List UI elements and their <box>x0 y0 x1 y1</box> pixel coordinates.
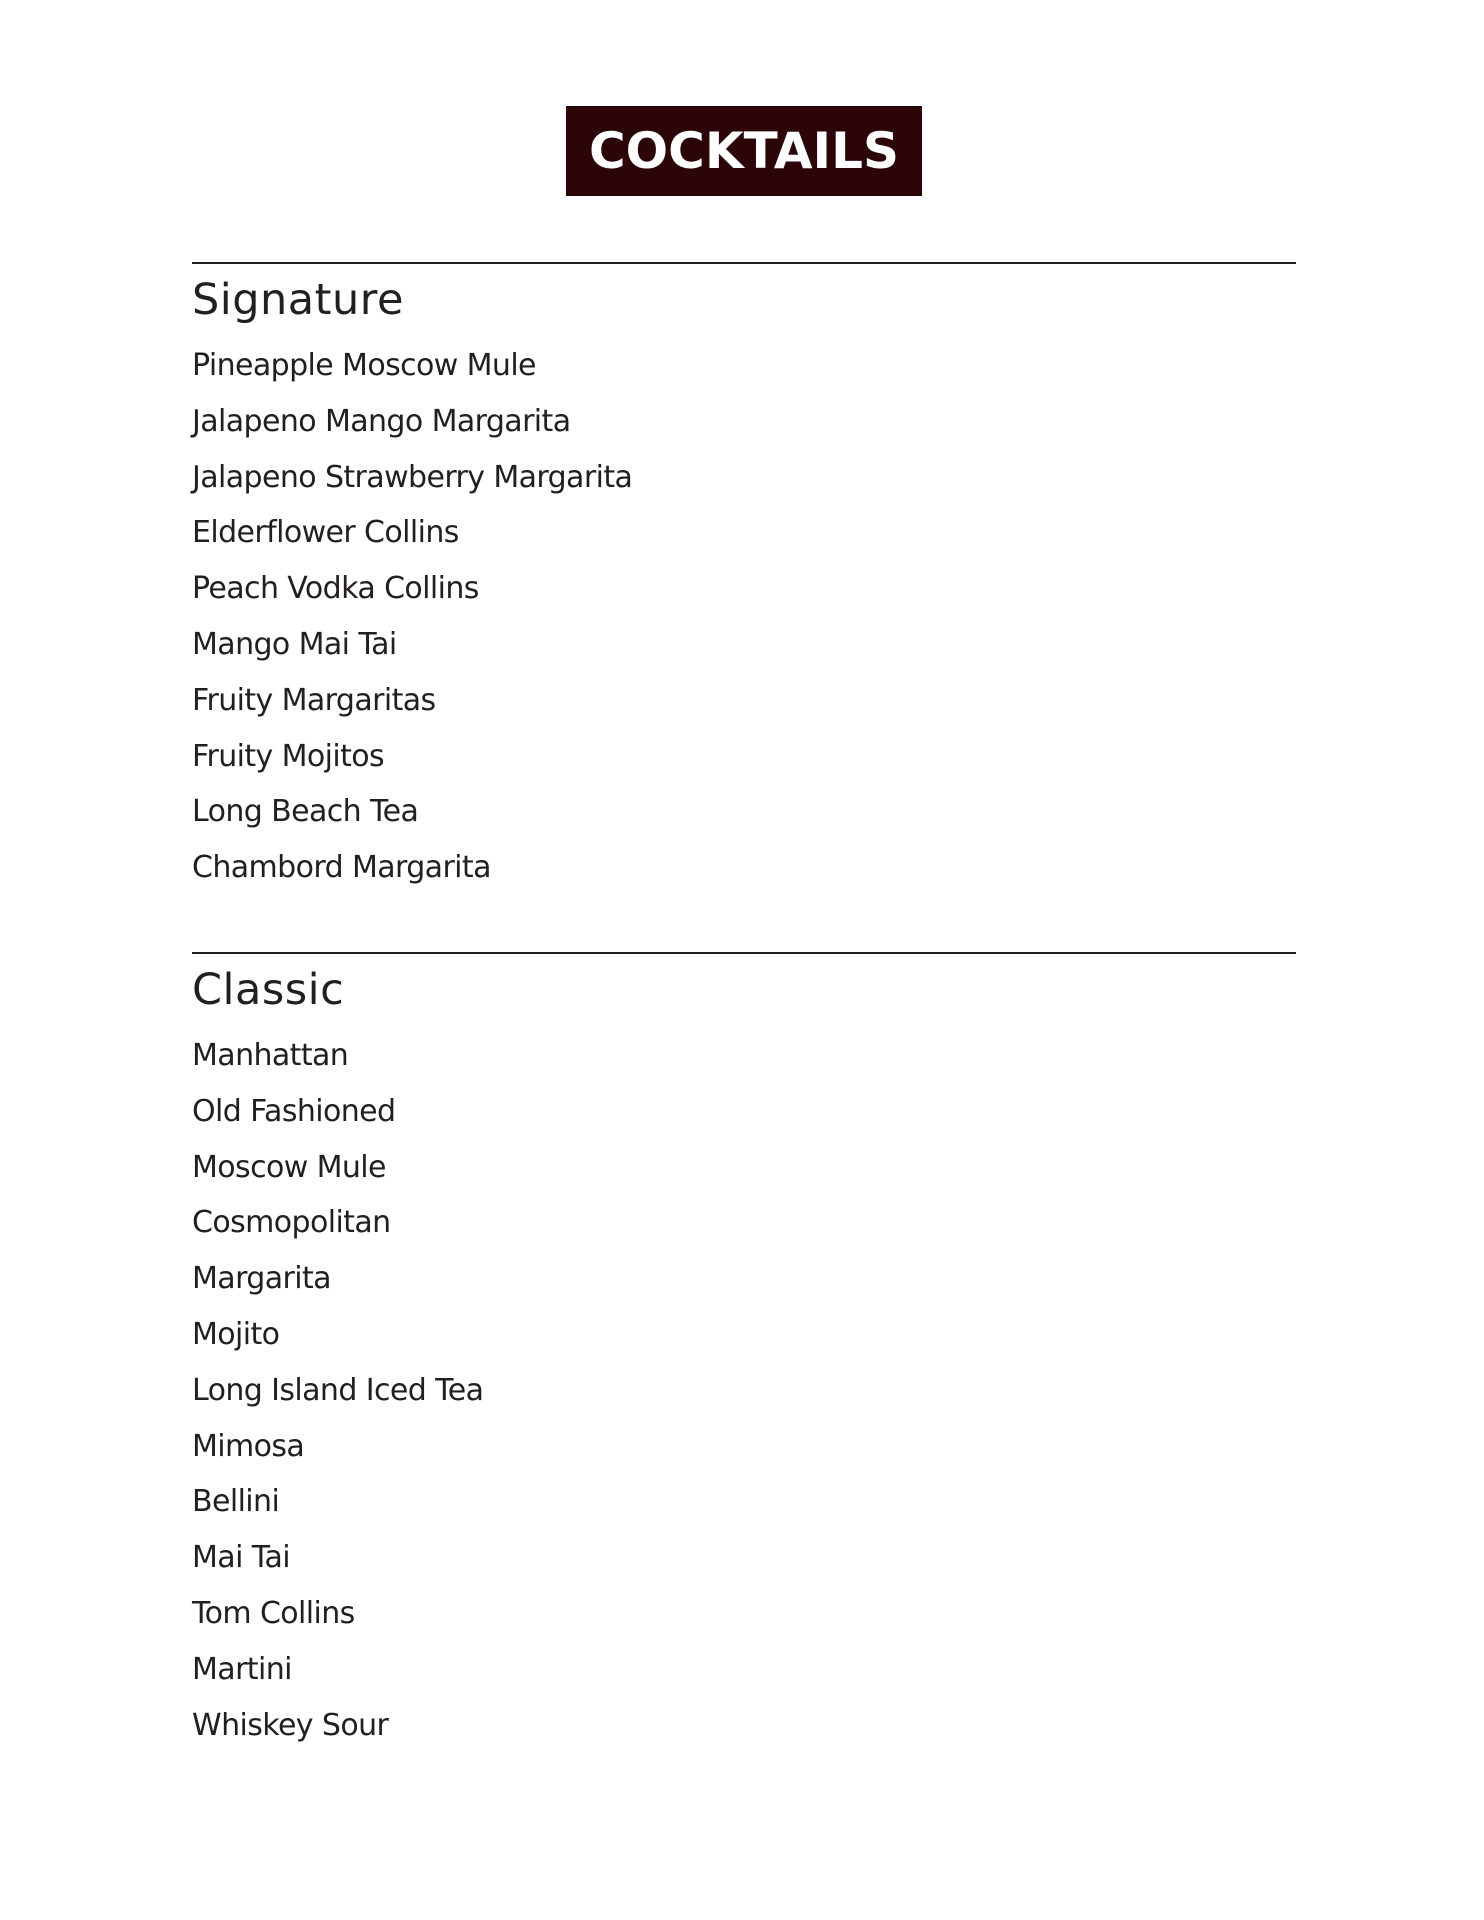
section-divider <box>192 262 1296 264</box>
list-item: Moscow Mule <box>192 1149 386 1185</box>
section-heading-classic: Classic <box>192 965 345 1015</box>
list-item: Margarita <box>192 1261 331 1297</box>
signature-section <box>192 262 1296 896</box>
list-item: Fruity Mojitos <box>192 738 385 774</box>
list-item: Long Beach Tea <box>192 794 419 830</box>
list-item: Manhattan <box>192 1038 349 1073</box>
list-item: Long Island Iced Tea <box>192 1372 484 1408</box>
list-item: Tom Collins <box>192 1595 355 1631</box>
list-item: Fruity Margaritas <box>192 682 436 718</box>
list-item: Mojito <box>192 1316 280 1352</box>
list-item: Elderflower Collins <box>192 515 459 551</box>
list-item: Whiskey Sour <box>192 1707 389 1743</box>
list-item: Jalapeno Mango Margarita <box>192 403 571 439</box>
classic-cocktail-list <box>192 1028 1296 1753</box>
list-item: Martini <box>192 1651 292 1687</box>
menu-header <box>0 0 1484 200</box>
section-divider <box>192 952 1296 954</box>
list-item: Pineapple Moscow Mule <box>192 348 536 383</box>
classic-section <box>192 952 1296 1753</box>
list-item: Jalapeno Strawberry Margarita <box>192 459 633 495</box>
list-item: Mango Mai Tai <box>192 626 397 662</box>
list-item: Mai Tai <box>192 1540 291 1576</box>
list-item: Chambord Margarita <box>192 850 491 886</box>
list-item: Mimosa <box>192 1428 305 1464</box>
page-title: COCKTAILS <box>588 122 900 180</box>
title-banner <box>566 106 922 196</box>
signature-cocktail-list <box>192 338 1296 896</box>
section-heading-signature: Signature <box>192 275 404 325</box>
list-item: Bellini <box>192 1484 280 1520</box>
list-item: Peach Vodka Collins <box>192 571 479 607</box>
list-item: Old Fashioned <box>192 1093 396 1129</box>
list-item: Cosmopolitan <box>192 1205 391 1241</box>
